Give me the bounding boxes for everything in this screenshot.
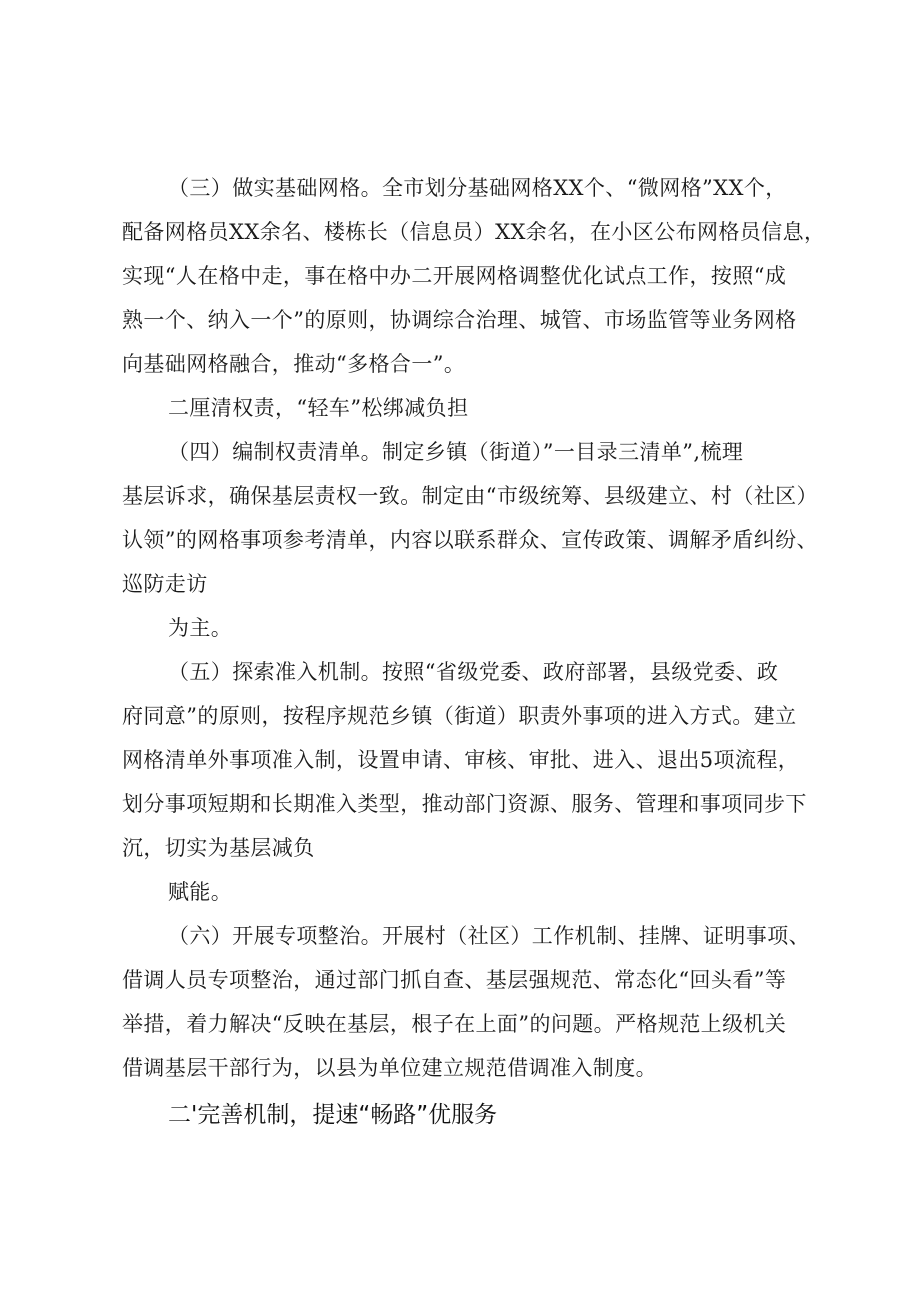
section4-line-1: （四）编制权责清单。制定乡镇（街道）”一目录三清单”,梳理	[168, 440, 744, 464]
section3-line-3: 实现“人在格中走，事在格中办二开展网格调整优化试点工作，按照“成	[122, 264, 787, 288]
section-heading-improve-mechanisms: 二'完善机制，提速“畅路”优服务	[168, 1102, 498, 1128]
section5-continuation: 赋能。	[168, 880, 233, 904]
section3-line-4: 熟一个、纳入一个”的原则，协调综合治理、城管、市场监管等业务网格	[122, 308, 797, 332]
section6-line-3: 举措，着力解决“反映在基层，根子在上面”的问题。严格规范上级机关	[122, 1012, 787, 1036]
section4-line-4: 巡防走访	[122, 572, 208, 596]
section6-line-1: （六）开展专项整治。开展村（社区）工作机制、挂牌、证明事项、	[168, 924, 810, 948]
section6-line-2: 借调人员专项整治，通过部门抓自查、基层强规范、常态化“回头看”等	[122, 968, 787, 992]
subheading-clarify-responsibilities: 二厘清权责，“轻车”松绑减负担	[168, 396, 469, 420]
section3-line-5: 向基础网格融合，推动“多格合一”。	[122, 352, 466, 376]
section4-line-2: 基层诉求，确保基层责权一致。制定由“市级统筹、县级建立、村（社区）	[122, 484, 818, 508]
section3-line-2: 配备网格员XX余名、楼栋长（信息员）XX余名，在小区公布网格员信息，	[122, 220, 826, 244]
section5-line-2: 府同意”的原则，按程序规范乡镇（街道）职责外事项的进入方式。建立	[122, 704, 797, 728]
section5-line-5: 沉，切实为基层减负	[122, 836, 315, 860]
section4-line-3: 认领”的网格事项参考清单，内容以联系群众、宣传政策、调解矛盾纠纷、	[122, 528, 818, 552]
section3-line-1: （三）做实基础网格。全市划分基础网格XX个、“微网格”XX个，	[168, 176, 787, 200]
section5-line-4: 划分事项短期和长期准入类型，推动部门资源、服务、管理和事项同步下	[122, 792, 807, 816]
section4-continuation: 为主。	[168, 616, 233, 640]
section5-line-3: 网格清单外事项准入制，设置申请、审核、审批、进入、退出5项流程，	[122, 748, 800, 772]
section6-line-4: 借调基层干部行为，以县为单位建立规范借调准入制度。	[122, 1056, 657, 1080]
section5-line-1: （五）探索准入机制。按照“省级党委、政府部署，县级党委、政	[168, 660, 779, 684]
